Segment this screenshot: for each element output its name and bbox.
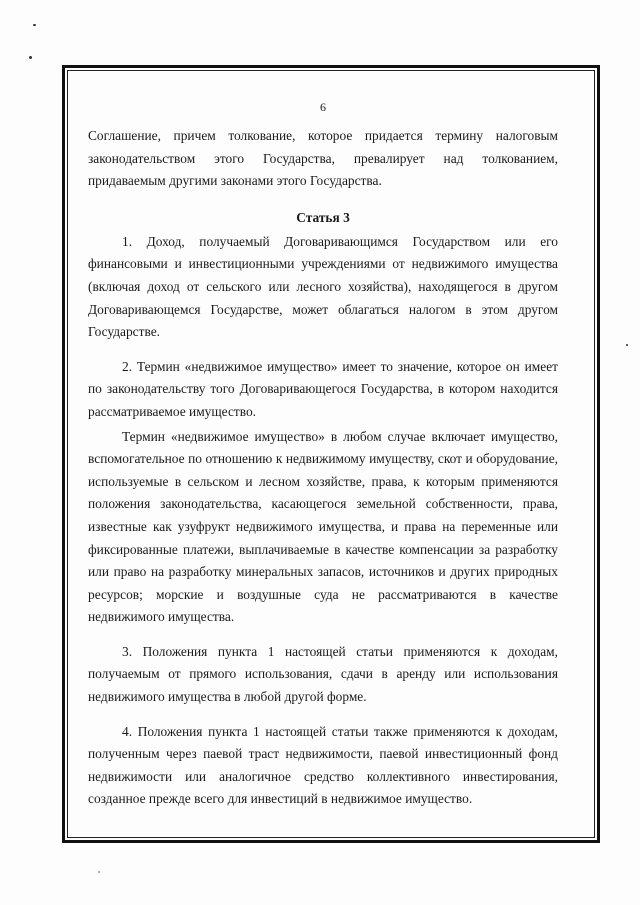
paragraph-2-continued: Термин «недвижимое имущество» в любом случае включает имущество, вспомогательное по отношению к недвижимому имуществу, скот и оборудование, используемые в сельском и лесном хозяйстве, права, к которым применяются положения законодательства, касающегося земельной собственности, права, известные как узуфрукт недвижимого имущества, и права на переменные или фиксированные платежи, выплачиваемые в качестве компенсации за разработку или право на разработку минеральных запасов, источников и других природных ресурсов; морские и воздушные суда не рассматриваются в качестве недвижимого имущества. bbox=[88, 428, 558, 625]
intro-paragraph: Соглашение, причем толкование, которое придается термину налоговым законодательством этого Государства, превалирует над толкованием, придаваемым другими законами этого Государства. bbox=[88, 128, 558, 189]
page-number: 6 bbox=[320, 100, 326, 114]
paragraph-1: 1. Доход, получаемый Договаривающимся Государством или его финансовыми и инвестиционными учреждениями от недвижимого имущества (включая доход от сельского или лесного хозяйства), находящегося в другом Договаривающемся Государстве, может облагаться налогом в этом другом Государстве. bbox=[88, 233, 558, 340]
scan-speck bbox=[98, 871, 100, 873]
paragraph-3: 3. Положения пункта 1 настоящей статьи применяются к доходам, получаемым от прямого использования, сдачи в аренду или использования недвижимого имущества в любой другой форме. bbox=[88, 643, 558, 705]
article-title: Статья 3 bbox=[296, 209, 350, 225]
scan-speck bbox=[29, 56, 32, 59]
scan-speck bbox=[33, 24, 36, 26]
paragraph-2: 2. Термин «недвижимое имущество» имеет то значение, которое он имеет по законодательству того Договаривающегося Государства, в котором находится рассматриваемое имущество. bbox=[88, 358, 558, 419]
scan-speck bbox=[626, 344, 628, 346]
document-body bbox=[88, 100, 558, 811]
paragraph-4: 4. Положения пункта 1 настоящей статьи также применяются к доходам, полученным через паевой траст недвижимости, паевой инвестиционный фонд недвижимости или аналогичное средство коллективного инвестирования, созданное прежде всего для инвестиций в недвижимое имущество. bbox=[88, 723, 558, 807]
